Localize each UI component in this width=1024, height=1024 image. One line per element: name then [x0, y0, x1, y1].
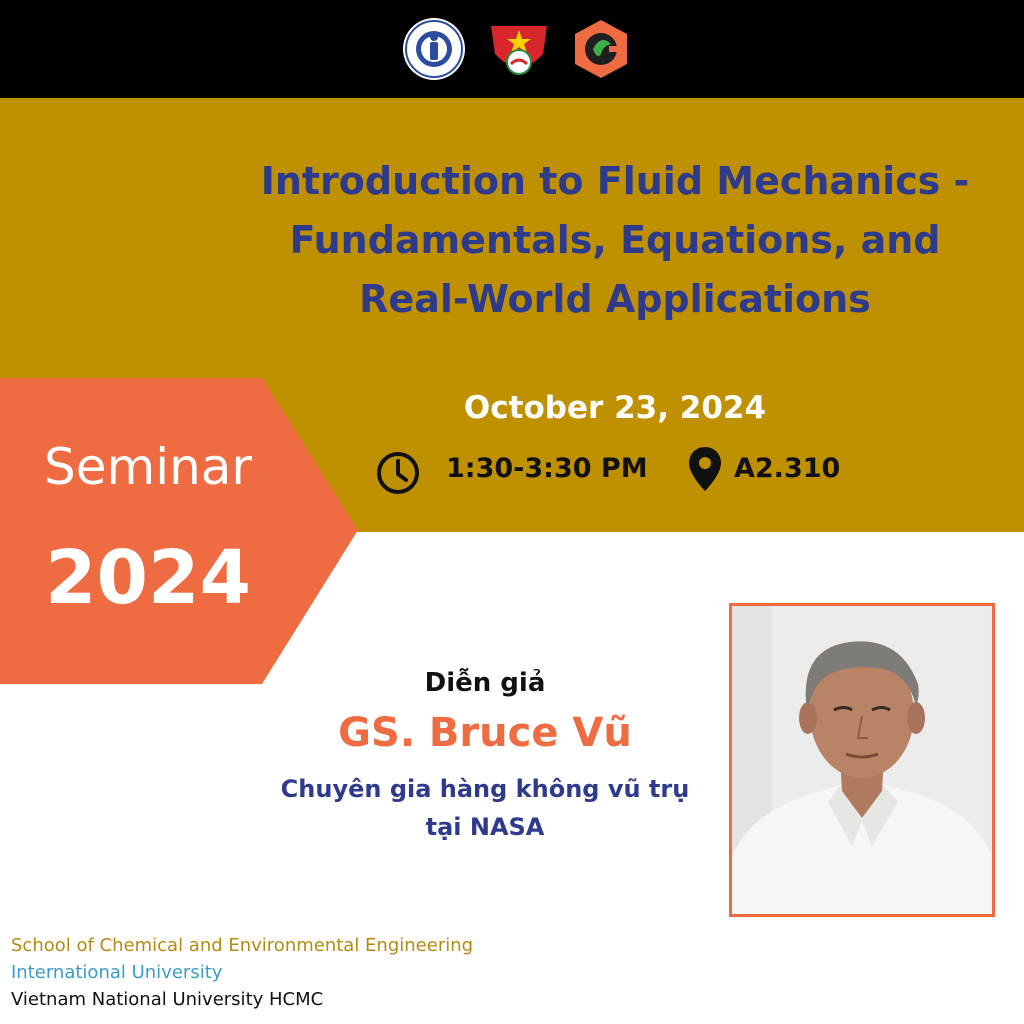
event-title	[230, 152, 1000, 329]
speaker-title	[250, 770, 720, 846]
youth-union-logo	[487, 16, 551, 82]
speaker-name: GS. Bruce Vũ	[338, 710, 632, 756]
speaker-label: Diễn giả	[424, 668, 546, 698]
speaker-title-line: tại NASA	[425, 813, 545, 841]
badge-year: 2024	[45, 535, 251, 621]
badge-word: Seminar	[44, 438, 252, 496]
location-pin-icon	[687, 445, 723, 493]
speaker-title-line: Chuyên gia hàng không vũ trụ	[280, 775, 690, 803]
footer-school: School of Chemical and Environmental Engineering	[11, 935, 474, 956]
international-university-logo	[401, 16, 467, 82]
event-room: A2.310	[734, 453, 841, 484]
top-bar	[0, 0, 1024, 98]
event-date: October 23, 2024	[463, 390, 767, 426]
chemical-environmental-logo	[571, 16, 631, 82]
seminar-badge	[0, 378, 360, 684]
clock-icon	[374, 449, 422, 497]
speaker-portrait	[732, 606, 992, 914]
footer-national: Vietnam National University HCMC	[11, 989, 324, 1010]
speaker-photo	[729, 603, 995, 917]
title-line: Real-World Applications	[359, 277, 871, 321]
footer-university: International University	[11, 962, 223, 983]
event-time: 1:30-3:30 PM	[446, 453, 648, 484]
title-line: Fundamentals, Equations, and	[289, 218, 941, 262]
title-line: Introduction to Fluid Mechanics -	[260, 159, 970, 203]
